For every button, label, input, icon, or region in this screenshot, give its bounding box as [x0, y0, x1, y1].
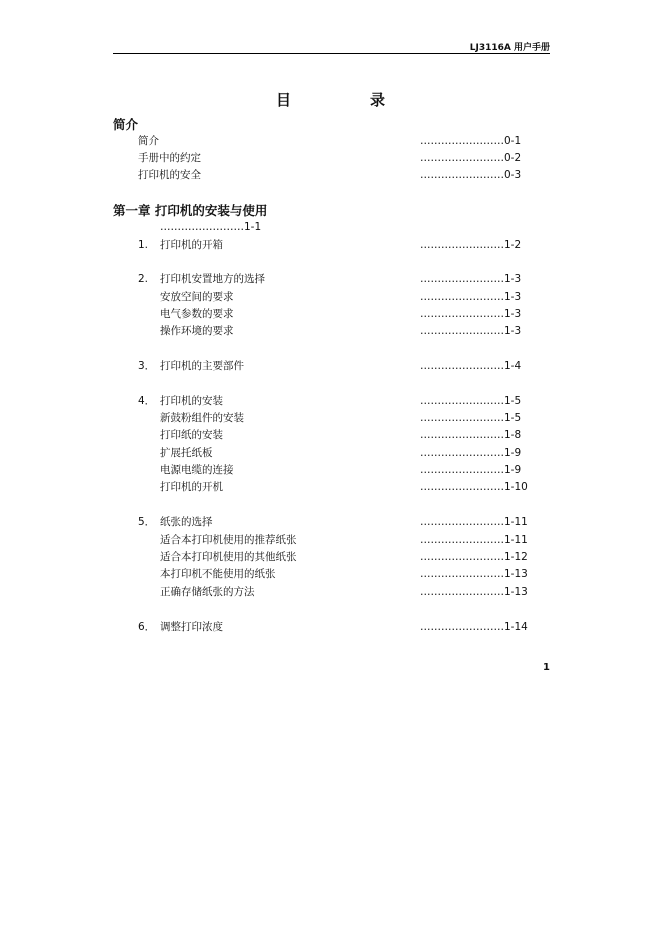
toc-entry[interactable] [113, 428, 550, 442]
toc-title-part2: 录 [370, 91, 386, 109]
toc-entry-label: 打印机的开箱 [160, 239, 223, 251]
toc-entry-label: 安放空间的要求 [160, 291, 234, 303]
toc-entry-label: 操作环境的要求 [160, 325, 234, 337]
toc-entry-label: 打印机的开机 [160, 481, 223, 493]
toc-entry-label: 纸张的选择 [160, 516, 213, 528]
toc-entry-page: ……………………1-14 [420, 621, 528, 633]
toc-entry-page: ……………………1-13 [420, 586, 528, 598]
page-number: 1 [543, 662, 550, 673]
toc-entry-number: 5． [138, 516, 156, 528]
toc-entry-label: 打印机安置地方的选择 [160, 273, 265, 285]
toc-entry-label: 扩展托纸板 [160, 447, 213, 459]
toc-entry-page: ……………………1-3 [420, 325, 522, 337]
toc-entry[interactable] [113, 550, 550, 564]
toc-entry-page: ……………………1-2 [420, 239, 522, 251]
toc-entry-page: ……………………0-3 [420, 169, 522, 181]
toc-entry-label: 调整打印浓度 [160, 621, 223, 633]
toc-entry-label: 适合本打印机使用的其他纸张 [160, 551, 297, 563]
toc-entry-label: 手册中的约定 [138, 152, 201, 164]
toc-entry[interactable] [113, 585, 550, 599]
toc-entry-page: ……………………1-3 [420, 273, 522, 285]
toc-entry-label: 简介 [138, 135, 159, 147]
toc-entry-number: 1. [138, 239, 149, 251]
toc-entry-number: 2. [138, 273, 149, 285]
toc-entry-number: 3． [138, 360, 156, 372]
toc-entry-page: ……………………1-12 [420, 551, 528, 563]
toc-entry[interactable] [113, 134, 550, 148]
toc-entry-label: 本打印机不能使用的纸张 [160, 568, 276, 580]
toc-entry-label: 电源电缆的连接 [160, 464, 234, 476]
toc-entry-page: ……………………1-11 [420, 516, 528, 528]
toc-entry[interactable] [113, 290, 550, 304]
toc-entry[interactable] [113, 238, 550, 252]
toc-entry-page: ……………………1-3 [420, 291, 522, 303]
toc-entry[interactable] [113, 359, 550, 373]
toc-entry-page: ……………………1-9 [420, 464, 522, 476]
toc-entry[interactable] [113, 151, 550, 165]
toc-title-part1: 目 [276, 91, 292, 109]
toc-title [0, 89, 662, 109]
toc-entry-page: ……………………0-1 [420, 135, 522, 147]
toc-entry[interactable] [113, 394, 550, 408]
toc-entry-page: ……………………1-13 [420, 568, 528, 580]
toc-entry-number: 4． [138, 395, 156, 407]
toc-entry-page: ……………………1-9 [420, 447, 522, 459]
toc-entry-label: 打印纸的安装 [160, 429, 223, 441]
toc-entry[interactable] [113, 272, 550, 286]
toc-entry[interactable] [113, 567, 550, 581]
toc-entry-page: ……………………1-5 [420, 395, 522, 407]
toc-entry[interactable] [113, 446, 550, 460]
toc-entry[interactable] [113, 620, 550, 634]
toc-entry-page: ……………………0-2 [420, 152, 522, 164]
toc-entry-page: ……………………1-8 [420, 429, 522, 441]
toc-entry-label: 打印机的安装 [160, 395, 223, 407]
toc-entry-label: 适合本打印机使用的推荐纸张 [160, 534, 297, 546]
section-label: 简介 [113, 117, 139, 132]
toc-entry-page: ……………………1-11 [420, 534, 528, 546]
toc-entry-number: 6． [138, 621, 156, 633]
toc-entry-label: 新鼓粉组件的安装 [160, 412, 244, 424]
toc-entry[interactable] [113, 307, 550, 321]
toc-entry-page: ……………………1-10 [420, 481, 528, 493]
chapter-page: ……………………1-1 [160, 221, 262, 233]
chapter-page-line [113, 220, 550, 234]
toc-entry[interactable] [113, 515, 550, 529]
toc-entry[interactable] [113, 533, 550, 547]
toc-entry[interactable] [113, 463, 550, 477]
section-label: 第一章 打印机的安装与使用 [113, 203, 268, 218]
running-header: LJ3116A 用户手册 [469, 43, 550, 53]
toc-entry[interactable] [113, 168, 550, 182]
toc-entry[interactable] [113, 411, 550, 425]
toc-entry[interactable] [113, 324, 550, 338]
toc-entry[interactable] [113, 480, 550, 494]
toc-entry-page: ……………………1-3 [420, 308, 522, 320]
toc-entry-label: 正确存储纸张的方法 [160, 586, 255, 598]
toc-entry-label: 打印机的安全 [138, 169, 201, 181]
toc-entry-label: 打印机的主要部件 [160, 360, 244, 372]
toc-entry-label: 电气参数的要求 [160, 308, 234, 320]
header-rule [113, 53, 550, 54]
toc-entry-page: ……………………1-4 [420, 360, 522, 372]
toc-entry-page: ……………………1-5 [420, 412, 522, 424]
